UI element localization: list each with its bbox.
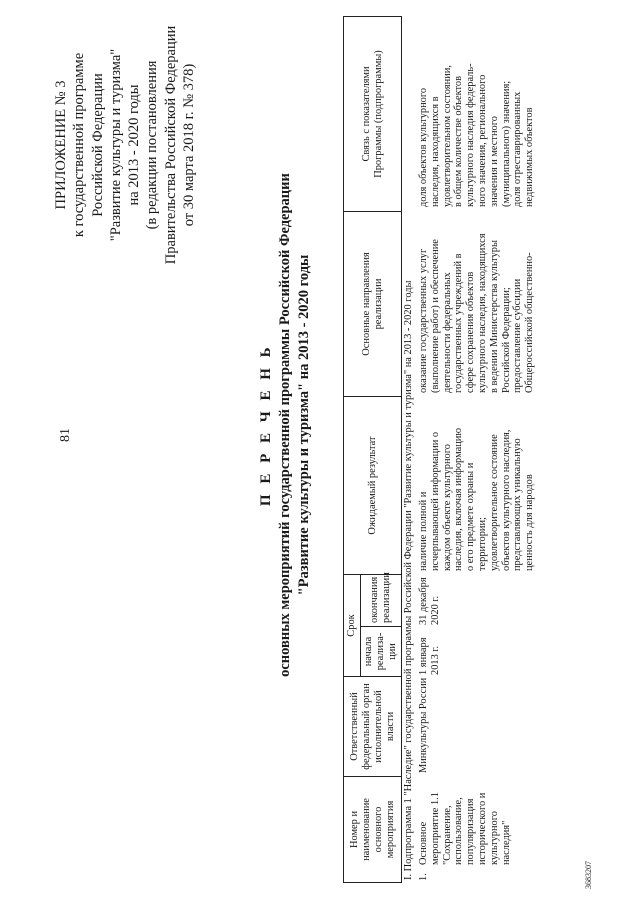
appendix-line: "Развитие культуры и туризма": [107, 48, 124, 242]
appendix-line: Российской Федерации: [89, 73, 106, 217]
appendix-line: от 30 марта 2018 г. № 378): [181, 63, 198, 227]
appendix-line: на 2013 - 2020 годы: [126, 84, 143, 206]
header-end: окончания реализации: [361, 575, 402, 627]
row-start: 1 января 2013 г.: [418, 637, 441, 675]
row-end: 31 декабря 2020 г.: [418, 577, 441, 625]
document-title: [257, 75, 314, 775]
title-heading: П Е Р Е Ч Е Н Ь: [258, 343, 274, 507]
header-directions: Основные направления реализации: [344, 212, 402, 397]
header-indicators: Связь с показателями Программы (подпрограммы): [344, 17, 402, 212]
row-org: Минкультуры России: [418, 677, 429, 773]
appendix-block: [52, 25, 198, 265]
header-mероприятие: Номер и наименование основного мероприятия: [344, 777, 402, 883]
row-result: наличие полной и исчерпывающей информации о каждом объекте культурного наследия, включая информацию о его предмете охраны и территории; удовлетворительное состояние объектов культурного наследия, представляющих уникальную ценность для народов: [418, 427, 536, 571]
appendix-line: Правительства Российской Федерации: [162, 25, 179, 265]
subprogram-heading: I. Подпрограмма 1 "Наследие" государственной программы Российской Федерации "Развитие культуры и туризма" на 2013 - 2020 годы: [403, 280, 414, 880]
header-start: начала реализа- ции: [361, 627, 402, 677]
document-id: 3683207: [584, 861, 593, 889]
appendix-line: ПРИЛОЖЕНИЕ № 3: [53, 80, 69, 210]
row-directions: оказание государственных услуг (выполнение работ) и обеспечение деятельности федеральных государственных учреждений в сфере сохранения объектов культурного наследия, находящихся в ведении Министерства культуры Российской Федерации; предоставление субсидии Общероссийской общественно-: [418, 233, 536, 393]
row-indicators: доля объектов культурного наследия, находящихся в удовлетворительном состоянии, в общем количестве объектов культурного наследия федераль- ного значения, регионального значения и местного (муниципального) значения; доля отреставрированных недвижимых объектов: [418, 63, 536, 207]
appendix-line: (в редакции постановления: [144, 60, 161, 230]
row-name: Основное мероприятие 1.1 "Сохранение, использование, популяризация исторического и культурного наследия": [418, 792, 512, 865]
page-number: 81: [58, 428, 73, 442]
row-number: 1.: [418, 873, 429, 881]
appendix-line: к государственной программе: [71, 52, 88, 238]
header-term: Срок: [344, 575, 361, 677]
title-line: основных мероприятий государственной программы Российской Федерации: [277, 173, 293, 677]
header-org: Ответственный федеральный орган исполнительной власти: [344, 677, 402, 777]
title-line: "Развитие культуры и туризма" на 2013 - 2020 годы: [296, 254, 312, 596]
header-result: Ожидаемый результат: [344, 397, 402, 575]
table-header: [343, 16, 402, 883]
